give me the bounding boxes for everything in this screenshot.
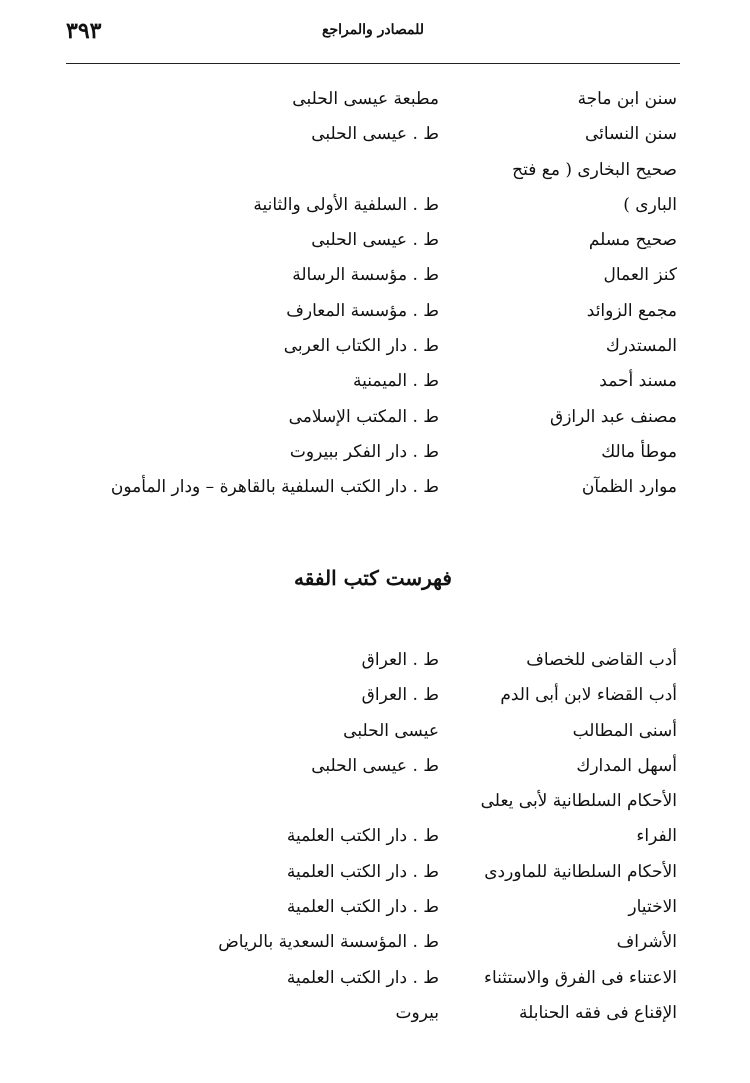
- book-edition: ط . العراق: [361, 685, 439, 706]
- book-edition: ط . عيسى الحلبى: [311, 230, 439, 251]
- book-title: كنز العمال: [603, 265, 677, 286]
- book-title: أسهل المدارك: [576, 755, 677, 776]
- book-title: صحيح مسلم: [588, 230, 677, 251]
- book-title: أدب القضاء لابن أبى الدم: [500, 685, 677, 706]
- book-edition: ط . المكتب الإسلامى: [288, 406, 439, 427]
- book-edition: ط . دار الكتب العلمية: [286, 826, 439, 847]
- book-title: الفراء: [636, 826, 677, 847]
- book-title: مصنف عبد الرازق: [550, 406, 677, 427]
- book-title: الأحكام السلطانية للماوردى: [484, 861, 677, 882]
- list-item: [60, 435, 677, 470]
- list-item: [60, 749, 677, 784]
- list-item: [60, 329, 677, 364]
- list-item: [60, 364, 677, 399]
- book-title: المستدرك: [605, 336, 677, 357]
- list-item: [60, 117, 677, 152]
- running-title: للمصادر والمراجع: [322, 22, 424, 38]
- book-edition: مطبعة عيسى الحلبى: [292, 89, 439, 109]
- list-item: [60, 188, 677, 223]
- book-title: الأحكام السلطانية لأبى يعلى: [480, 791, 677, 812]
- book-edition: ط . الميمنية: [353, 371, 439, 392]
- list-item: [60, 643, 677, 678]
- list-item: [60, 294, 677, 329]
- header-rule: [66, 63, 680, 64]
- book-edition: ط . المؤسسة السعدية بالرياض: [218, 932, 439, 953]
- list-item: [60, 961, 677, 996]
- book-edition: ط . العراق: [361, 650, 439, 670]
- list-item: [60, 890, 677, 925]
- book-title: الإقناع فى فقه الحنابلة: [518, 1002, 677, 1023]
- book-edition: ط . دار الفكر ببيروت: [289, 441, 439, 462]
- book-edition: بيروت: [395, 1002, 439, 1023]
- list-item: [60, 400, 677, 435]
- book-title: مسند أحمد: [599, 371, 677, 392]
- book-title: الاختيار: [628, 897, 677, 918]
- book-title: الأشراف: [616, 932, 677, 953]
- sources-list: [60, 82, 677, 506]
- book-edition: ط . مؤسسة المعارف: [286, 300, 439, 321]
- list-item: [60, 855, 677, 890]
- page-header: [66, 18, 680, 48]
- list-item: [60, 258, 677, 293]
- book-title: صحيح البخارى ( مع فتح: [512, 159, 677, 180]
- book-title: مجمع الزوائد: [586, 300, 677, 321]
- list-item: [60, 819, 677, 854]
- book-title: أدب القاضى للخصاف: [526, 650, 677, 670]
- book-edition: ط . دار الكتاب العربى: [283, 336, 439, 357]
- list-item: [60, 714, 677, 749]
- book-edition: ط . عيسى الحلبى: [311, 124, 439, 145]
- book-title: سنن النسائى: [585, 124, 677, 145]
- list-item: [60, 784, 677, 819]
- list-item: [60, 678, 677, 713]
- book-edition: ط . دار الكتب العلمية: [286, 897, 439, 918]
- book-title: سنن ابن ماجة: [577, 89, 677, 109]
- book-edition: ط . دار الكتب العلمية: [286, 861, 439, 882]
- book-title: الاعتناء فى الفرق والاستثناء: [483, 967, 677, 988]
- book-edition: ط . السلفية الأولى والثانية: [253, 194, 439, 215]
- list-item: [60, 82, 677, 117]
- book-title: أسنى المطالب: [572, 720, 677, 741]
- list-item: [60, 925, 677, 960]
- page-number: ٣٩٣: [66, 18, 102, 44]
- list-item: [60, 470, 677, 505]
- list-item: [60, 223, 677, 258]
- list-item: [60, 996, 677, 1031]
- book-title: البارى ): [623, 194, 677, 215]
- book-edition: ط . عيسى الحلبى: [311, 755, 439, 776]
- fiqh-books-list: [60, 643, 677, 1031]
- book-edition: ط . دار الكتب السلفية بالقاهرة – ودار المأمون: [110, 477, 439, 498]
- section-heading: فهرست كتب الفقه: [294, 566, 452, 590]
- book-edition: ط . دار الكتب العلمية: [286, 967, 439, 988]
- book-edition: ط . مؤسسة الرسالة: [292, 265, 439, 286]
- book-edition: عيسى الحلبى: [343, 720, 439, 741]
- book-title: موطأ مالك: [601, 441, 677, 462]
- book-title: موارد الظمآن: [581, 477, 677, 498]
- list-item: [60, 153, 677, 188]
